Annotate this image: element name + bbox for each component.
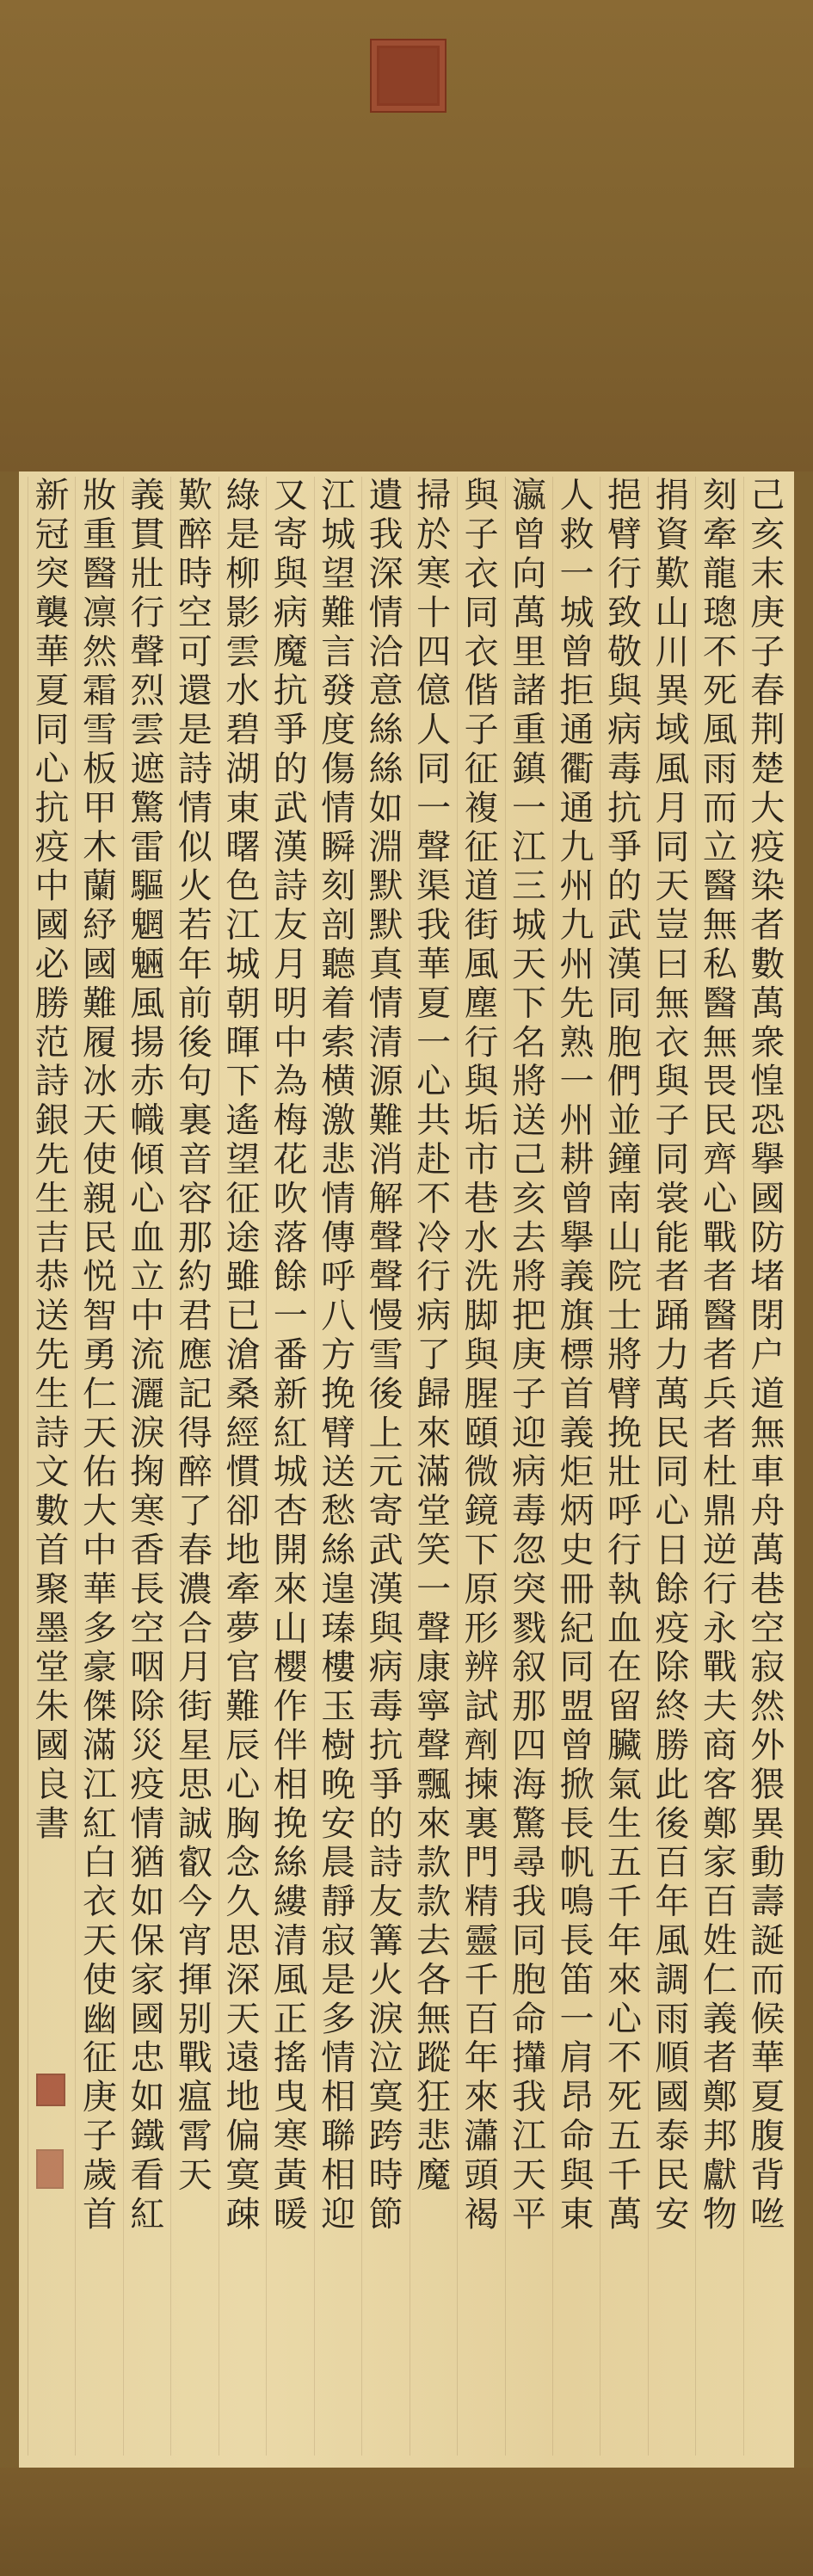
text-column-16: 新冠突襲華夏同心抗疫中國必勝范詩銀先生吉恭送先生詩文數首聚墨堂朱國良書 [28, 477, 69, 2456]
text-column-6: 瀛曾向萬里諸重鎮一江三城天下名將送己亥去將把庚子迎病毒忽突戮叙那四海驚尋我同胞命攆我江天平 [505, 477, 546, 2456]
text-column-3: 捐資歎山川異域風月同天豈曰無衣與子同裳能者踊力萬民同心日餘疫除終勝此後百年風調雨順國泰民安 [648, 477, 689, 2456]
mount-left [0, 471, 19, 2468]
text-column-12: 綠是柳影雲水碧湖東曙色江城朝暉下遙望征途雖已滄桑經慣卻地牽夢官難辰心胸念久思深天遠地偏寞疎 [219, 477, 260, 2456]
text-column-1: 己亥末庚子春荆楚大疫染者數萬衆惶恐擧國防堵閉户道無車舟萬巷空寂然外猥異動壽誕而候華夏腹背咝 [743, 477, 785, 2456]
text-column-11: 又寄與病魔抗爭的武漢詩友月明中為梅花吹落餘一番新紅城杏開來山櫻作伴相挽絲縷清風正搖曳寒黃暖 [266, 477, 307, 2456]
text-column-4: 挹臂行致敬與病毒抗爭的武漢同胞們並鐘南山院士將臂挽壯呼行執血在留臟氣生五千年來心不死五千萬 [600, 477, 641, 2456]
text-column-2: 刻牽龍璁不死風雨而立醫無私醫無畏民齊心戰者醫者兵者杜鼎逆行永戰夫商客鄭家百姓仁義者鄭邦獻物 [695, 477, 736, 2456]
signature-seal-1 [36, 2074, 65, 2106]
mount-right [794, 471, 813, 2468]
text-column-13: 歎醉時空可還是詩情似火若年前後句裏音容那約君應記得醉了春濃合月街星思誠叡今宵揮别戰瘟霄天 [170, 477, 212, 2456]
text-column-7: 與子衣同衣偕子征複征道街風塵行與垢市巷水洗脚與腥頤微鏡下原形辨試劑揀裏門精靈千百年來瀟頭褐 [457, 477, 498, 2456]
text-column-14: 義貫壯行聲烈雲遮驚雷驅魍魎風揚赤幟傾心血立中流灑淚掬寒香長空咽除災疫情猶如保家國忠如鐵看紅 [123, 477, 164, 2456]
text-column-5: 人救一城曾拒通衢通九州九州先熟一州耕曾擧義旗標首義炬炳史冊紀同盟曾掀長帆鳴長笛一肩昂命與東 [552, 477, 594, 2456]
text-column-9: 遺我深情洽意絲絲如淵默默真情清源難消解聲聲慢雪後上元寄武漢與病毒抗爭的詩友篝火淚泣寞跨時節 [361, 477, 403, 2456]
text-column-8: 掃於寒十四億人同一聲渠我華夏一心共赴不冷行病了歸來滿堂笑一聲康寧聲飄來款款去各無蹤狂悲魔 [410, 477, 451, 2456]
top-seal [370, 39, 447, 113]
mount-bottom [0, 2468, 813, 2576]
mount-top [0, 0, 813, 471]
signature-seal-2 [36, 2149, 64, 2189]
paper [19, 471, 794, 2468]
text-column-15: 妝重醫凛然霜雪板甲木蘭紓國難履冰天使親民悦智勇仁天佑大中華多豪傑滿江紅白衣天使幽征庚子歲首 [75, 477, 116, 2456]
calligraphy-columns [28, 477, 785, 2456]
text-column-10: 江城望難言發度傷情瞬刻剖聽着索横激悲情傳呼八方挽臂送愁絲遑瑧樓玉樹晚安晨靜寂是多情相聯相迎 [314, 477, 355, 2456]
